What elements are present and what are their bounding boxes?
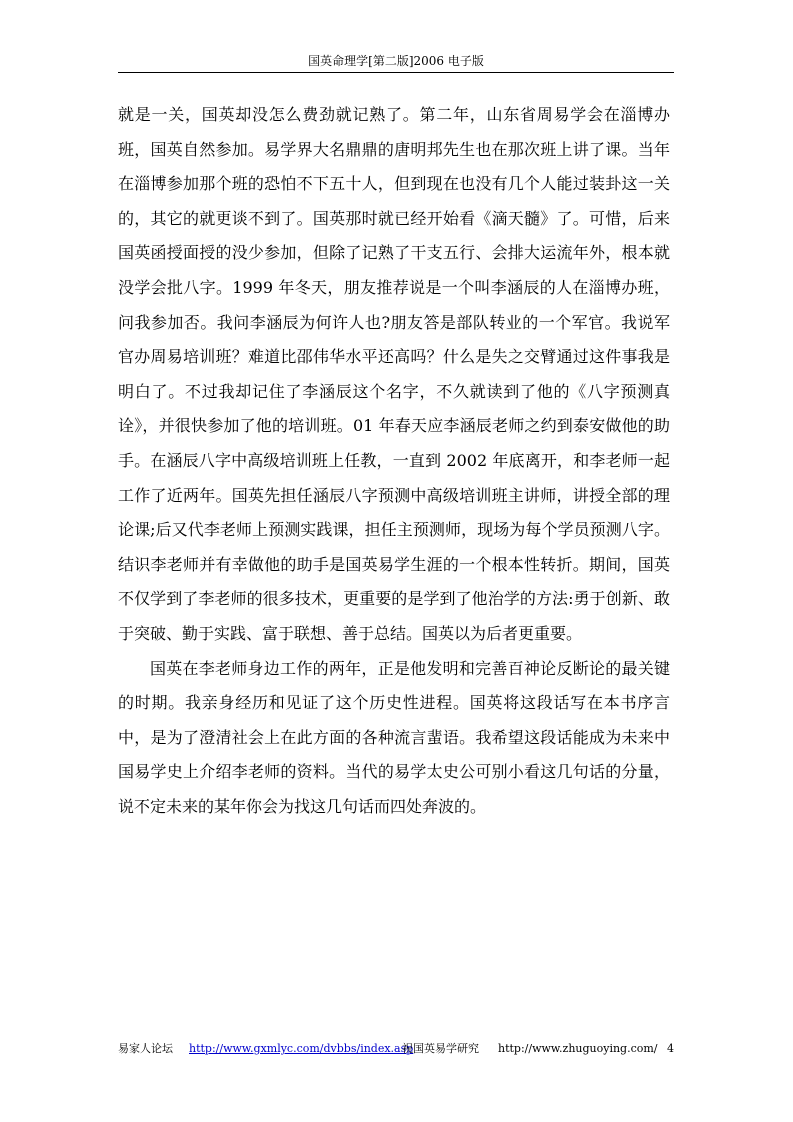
paragraph-1: 就是一关，国英却没怎么费劲就记熟了。第二年，山东省周易学会在淄博办班，国英自然参加。易学界大名鼎鼎的唐明邦先生也在那次班上讲了课。当年在淄博参加那个班的恐怕不下五十人，但到现在也没有几个人能过装卦这一关的，其它的就更谈不到了。国英那时就已经开始看《滴天髓》了。可惜，后来国英函授面授的没少参加，但除了记熟了干支五行、会排大运流年外，根本就没学会批八字。1999 年冬天，朋友推荐说是一个叫李涵辰的人在淄博办班，问我参加否。我问李涵辰为何许人也?朋友答是部队转业的一个军官。我说军官办周易培训班？难道比邵伟华水平还高吗？什么是失之交臂通过这件事我是明白了。不过我却记住了李涵辰这个名字，不久就读到了他的《八字预测真诠》，并很快参加了他的培训班。01 年春天应李涵辰老师之约到泰安做他的助手。在涵辰八字中高级培训班上任教，一直到 2002 年底离开，和李老师一起工作了近两年。国英先担任涵辰八字预测中高级培训班主讲师，讲授全部的理论课;后又代李老师上预测实践课，担任主预测师，现场为每个学员预测八字。结识李老师并有幸做他的助手是国英易学生涯的一个根本性转折。期间，国英不仅学到了李老师的很多技术，更重要的是学到了他治学的方法:勇于创新、敢于突破、勤于实践、富于联想、善于总结。国英以为后者更重要。	[118, 105, 670, 643]
paragraph-2: 国英在李老师身边工作的两年，正是他发明和完善百神论反断论的最关键的时期。我亲身经历和见证了这个历史性进程。国英将这段话写在本书序言中，是为了澄清社会上在此方面的各种流言蜚语。我希望这段话能成为未来中国易学史上介绍李老师的资料。当代的易学太史公可别小看这几句话的分量，说不定未来的某年你会为找这几句话而四处奔波的。	[118, 658, 670, 816]
body-text	[118, 98, 670, 824]
header-divider	[118, 72, 674, 73]
footer-forum-link[interactable]: http://www.gxmlyc.com/dvbbs/index.asp	[189, 1042, 414, 1055]
footer-site-name: 祝国英易学研究	[402, 1042, 479, 1055]
page-footer	[118, 1041, 674, 1057]
footer-forum-name: 易家人论坛	[118, 1042, 173, 1055]
running-header: 国英命理学[第二版]2006 电子版	[308, 54, 484, 68]
footer-site-link[interactable]: http://www.zhuguoying.com/	[498, 1042, 658, 1055]
page-number: 4	[667, 1042, 674, 1055]
